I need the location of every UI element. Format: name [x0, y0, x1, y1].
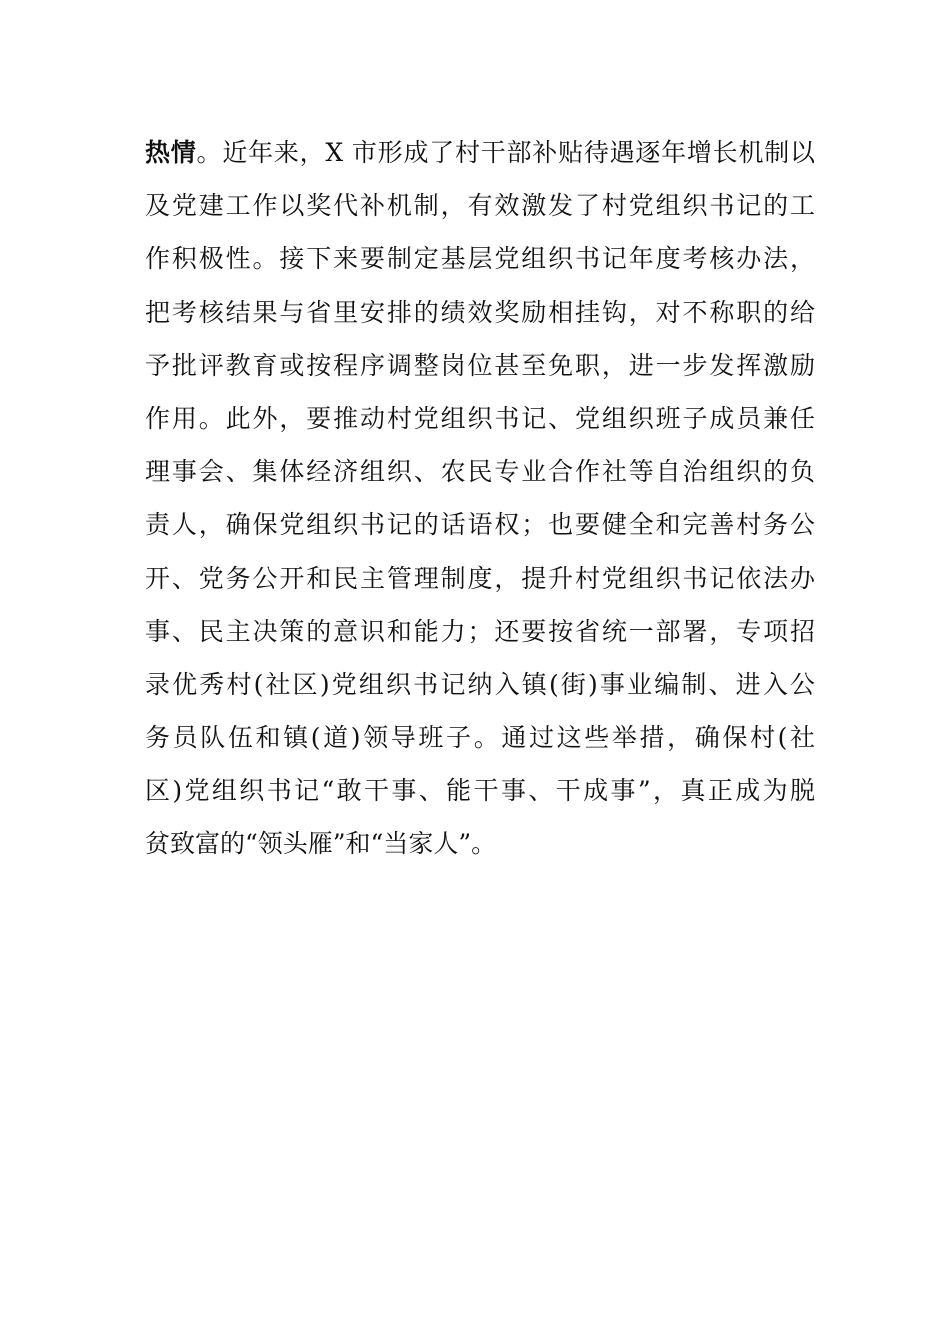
text-line-6: 作用。此外，要推动村党组织书记、党组织班子成员兼任: [145, 403, 815, 433]
text-line-14: 贫致富的“领头雁”和“当家人”。: [145, 829, 497, 859]
text-line-1-rest: 。近年来，X 市形成了村干部补贴待遇逐年增长机制以: [196, 138, 815, 167]
bold-lead-word: 热情: [145, 138, 197, 167]
text-line-4: 把考核结果与省里安排的绩效奖励相挂钩，对不称职的给: [145, 297, 815, 327]
text-line-11: 录优秀村(社区)党组织书记纳入镇(街)事业编制、进入公: [145, 669, 815, 699]
text-line-5: 予批评教育或按程序调整岗位甚至免职，进一步发挥激励: [145, 350, 815, 380]
text-line-1: [145, 126, 815, 179]
text-line-9: 开、党务公开和民主管理制度，提升村党组织书记依法办: [145, 563, 815, 593]
text-line-8: 责人，确保党组织书记的话语权；也要健全和完善村务公: [145, 510, 815, 540]
text-line-12: 务员队伍和镇(道)领导班子。通过这些举措，确保村(社: [145, 723, 815, 753]
text-line-7: 理事会、集体经济组织、农民专业合作社等自治组织的负: [145, 457, 815, 487]
text-line-10: 事、民主决策的意识和能力；还要按省统一部署，专项招: [145, 616, 815, 646]
text-line-13: 区)党组织书记“敢干事、能干事、干成事”，真正成为脱: [145, 776, 815, 806]
text-line-3: 作积极性。接下来要制定基层党组织书记年度考核办法，: [145, 244, 815, 274]
body-paragraph: [145, 126, 815, 871]
text-line-2: 及党建工作以奖代补机制，有效激发了村党组织书记的工: [145, 191, 815, 221]
